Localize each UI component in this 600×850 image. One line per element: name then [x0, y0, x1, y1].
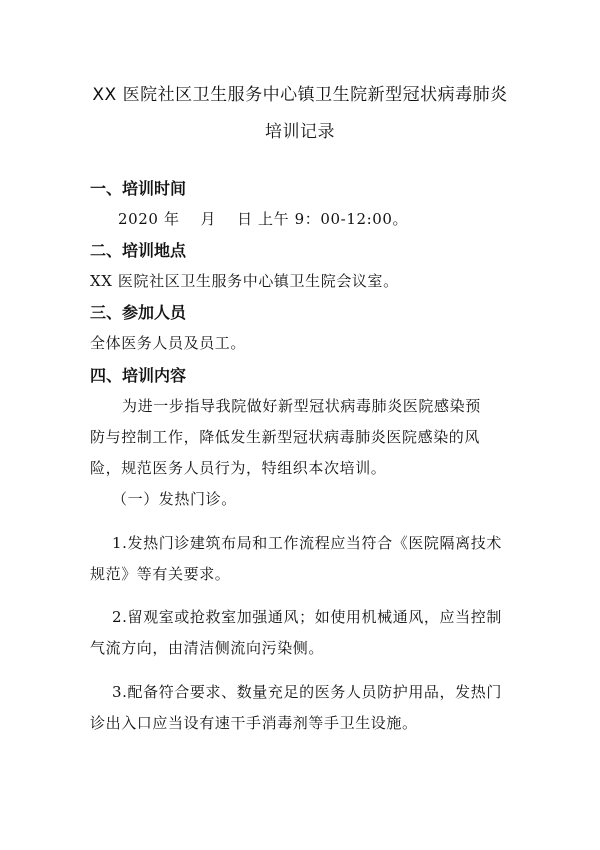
- intro-line-3: 险，规范医务人员行为，特组织本次培训。: [90, 459, 387, 477]
- item-3-line-2: 诊出入口应当设有速干手消毒剂等手卫生设施。: [90, 714, 418, 732]
- item-2-line-1: 2.留观室或抢救室加强通风；如使用机械通风，应当控制: [112, 608, 502, 626]
- document-title-line1: XX 医院社区卫生服务中心镇卫生院新型冠状病毒肺炎: [92, 85, 508, 105]
- intro-line-1: 为进一步指导我院做好新型冠状病毒肺炎医院感染预: [122, 397, 481, 415]
- section-text-attendees: 全体医务人员及员工。: [90, 334, 247, 352]
- item-3-line-1: 3.配备符合要求、数量充足的医务人员防护用品，发热门: [112, 683, 502, 701]
- section-heading-attendees: 三、参加人员: [90, 303, 187, 322]
- item-1-line-2: 规范》等有关要求。: [90, 565, 231, 583]
- item-2-line-2: 气流方向，由清洁侧流向污染侧。: [90, 639, 325, 657]
- subheading-fever-clinic: （一）发热门诊。: [112, 490, 237, 508]
- intro-line-2: 防与控制工作，降低发生新型冠状病毒肺炎医院感染的风: [90, 428, 481, 446]
- item-1-line-1: 1.发热门诊建筑布局和工作流程应当符合《医院隔离技术: [112, 534, 502, 552]
- section-heading-content: 四、培训内容: [90, 366, 187, 385]
- section-text-place: XX 医院社区卫生服务中心镇卫生院会议室。: [90, 272, 399, 290]
- section-heading-time: 一、培训时间: [90, 179, 187, 198]
- document-title-line2: 培训记录: [265, 122, 335, 142]
- section-heading-place: 二、培训地点: [90, 241, 187, 260]
- section-text-time: 2020 年 月 日 上午 9：00-12:00。: [118, 210, 409, 228]
